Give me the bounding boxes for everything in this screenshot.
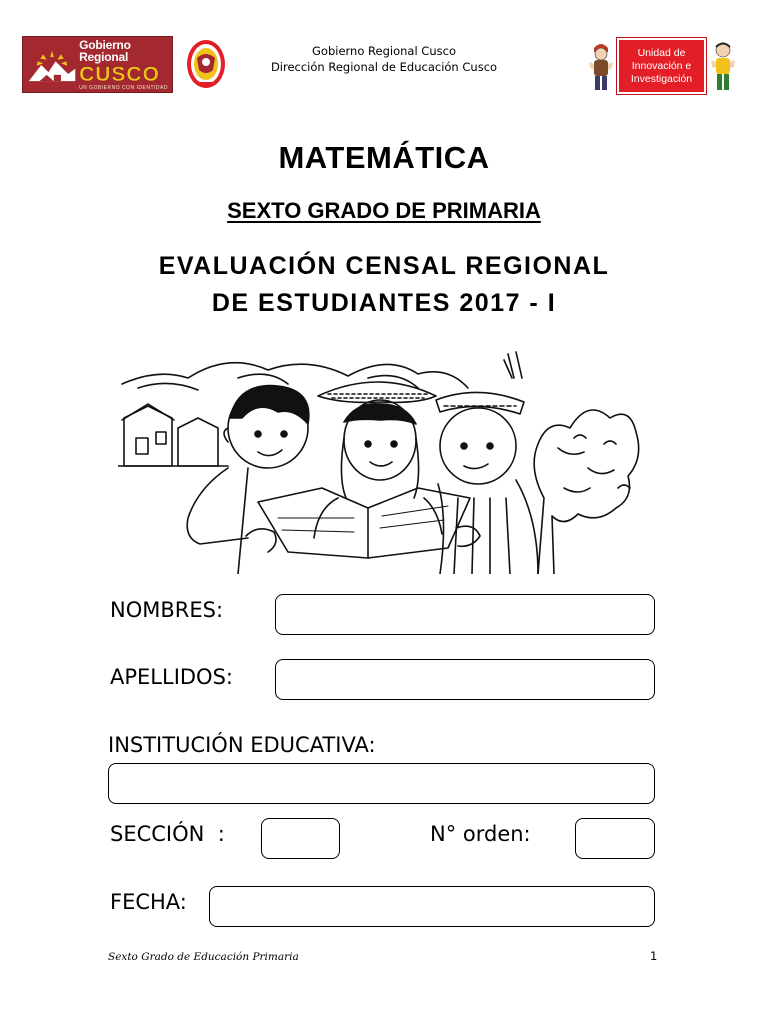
unidad-line3: Investigación	[630, 72, 693, 85]
apellidos-label: APELLIDOS:	[110, 665, 233, 689]
seccion-field[interactable]	[261, 818, 340, 859]
page-number: 1	[650, 949, 658, 963]
logo-line2: CUSCO	[79, 62, 160, 86]
header-center-line2: Dirección Regional de Educación Cusco	[270, 60, 498, 74]
unidad-line2: Innovación e	[631, 59, 692, 72]
gobierno-regional-cusco-logo	[22, 36, 173, 93]
child-figure-icon	[586, 38, 616, 94]
unidad-line1: Unidad de	[637, 46, 686, 59]
logo-line1: Gobierno Regional	[79, 37, 131, 64]
grade-subtitle: SEXTO GRADO DE PRIMARIA	[227, 198, 541, 223]
evaluation-line2: DE ESTUDIANTES 2017 - I	[211, 289, 557, 317]
child-figure-icon	[707, 38, 739, 94]
header-center-text	[230, 43, 538, 75]
children-reading-book-illustration	[118, 348, 644, 574]
evaluation-title	[0, 248, 768, 322]
header-center-line1: Gobierno Regional Cusco	[312, 44, 456, 58]
footer-text: Sexto Grado de Educación Primaria	[108, 951, 299, 963]
evaluation-line1: EVALUACIÓN CENSAL REGIONAL	[158, 252, 610, 280]
orden-label: N° orden:	[430, 822, 531, 846]
subject-title: MATEMÁTICA	[278, 140, 490, 175]
apellidos-field[interactable]	[275, 659, 655, 700]
seccion-label: SECCIÓN :	[110, 822, 225, 846]
nombres-field[interactable]	[275, 594, 655, 635]
fecha-field[interactable]	[209, 886, 655, 927]
logo-tagline: UN GOBIERNO CON IDENTIDAD	[79, 84, 168, 91]
orden-field[interactable]	[575, 818, 655, 859]
dre-cusco-seal-icon	[185, 38, 227, 90]
institucion-label: INSTITUCIÓN EDUCATIVA:	[108, 733, 376, 757]
unidad-innovacion-logo	[617, 38, 706, 94]
institucion-field[interactable]	[108, 763, 655, 804]
nombres-label: NOMBRES:	[110, 598, 224, 622]
mountain-sun-icon	[27, 43, 77, 87]
fecha-label: FECHA:	[110, 890, 187, 914]
